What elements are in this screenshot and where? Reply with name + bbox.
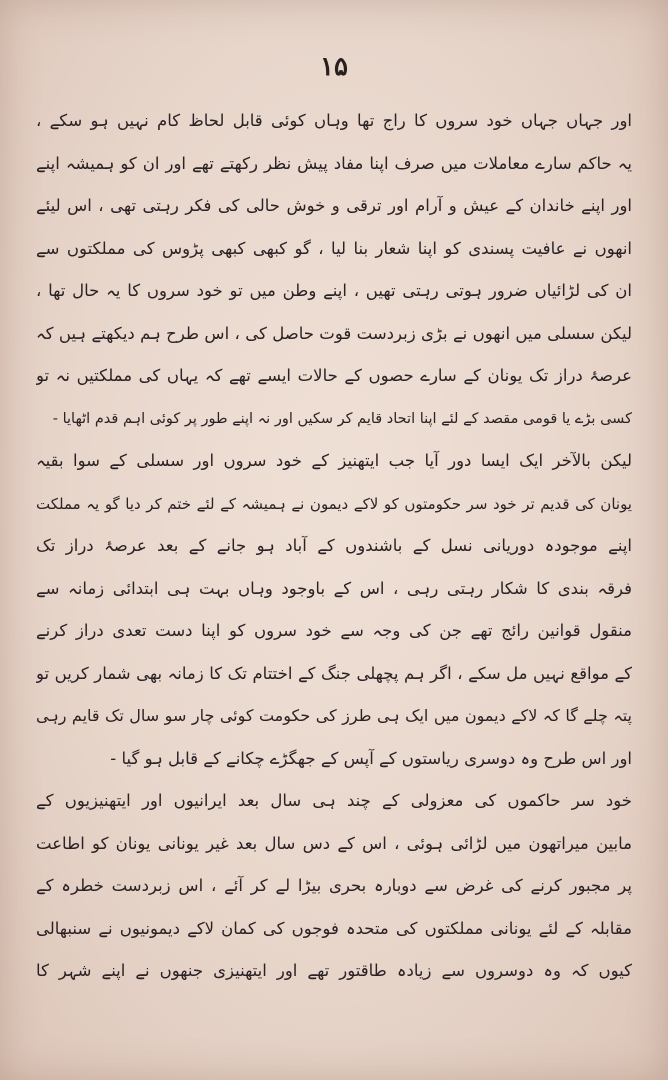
page-number: ۱۵ [320,52,348,82]
text-line: لیکن سسلی میں انھوں نے بڑی زبردست قوت حاصل کی ، اس طرح ہم دیکھتے ہیں کہ [36,323,632,343]
text-line: انھوں نے عافیت پسندی کو اپنا شعار بنا لیا ، گو کبھی کبھی پڑوس کی مملکتوں سے [36,238,632,258]
text-line: لیکن بالآخر ایک ایسا دور آیا جب ایتھنیز کے خود سروں اور سسلی کے سوا بقیہ [36,451,632,470]
text-line: یونان کی قدیم تر خود سر حکومتوں کو لاکے دیمون نے ہمیشہ کے لئے ختم کر دیا گو یہ مملکت [36,494,632,513]
text-line: کیوں کہ وہ دوسروں سے زیادہ طاقتور تھے اور ایتھنیزی جنھوں نے اپنے شہر کا [36,961,632,980]
text-line: اور اس طرح وہ دوسری ریاستوں کے آپس کے جھگڑے چکانے کے قابل ہو گیا - [110,748,632,768]
text-line: عرصۂ دراز تک یونان کے سارے حصوں کے حالات ایسے تھے کہ یہاں کی مملکتیں نہ تو [36,366,632,385]
text-line: اور جہاں جہاں خود سروں کا راج تھا وہاں کوئی قابل لحاظ کام نہیں ہو سکے ، [36,111,632,130]
text-line: مابین میراتھون میں لڑائی ہوئی ، اس کے دس سال بعد غیر یونانی یونان کو اطاعت [36,833,632,853]
text-line: اور اپنے خاندان کے عیش و آرام اور ترقی و خوش حالی کی فکر رہتی تھی ، اس لیئے [36,196,632,215]
text-line: فرقہ بندی کا شکار رہتی رہی ، اس کے باوجود وہاں بہت ہی ابتدائی زمانہ سے [36,578,632,598]
text-line: منقول قوانین رائج تھے جن کی وجہ سے خود سروں کو اپنا دست تعدی دراز کرنے [36,621,632,640]
text-line: مقابلہ کے لئے یونانی مملکتوں کی متحدہ فوجوں کی کمان لاکے دیمونیوں نے سنبھالی [36,918,632,938]
text-line: ان کی لڑائیاں ضرور ہوتی رہتی تھیں ، اپنے وطن میں تو خود سروں کا یہ حال تھا ، [36,281,632,300]
text-line: کے مواقع نہیں مل سکے ، اگر ہم پچھلی جنگ کے اختتام تک کا زمانہ بھی شمار کریں تو [36,663,632,683]
text-line: یہ حاکم سارے معاملات میں صرف اپنا مفاد پیش نظر رکھتے تھے اور ان کو ہمیشہ اپنے [36,153,632,173]
text-line: اپنے موجودہ دوریانی نسل کے باشندوں کے آباد ہو جانے کے بعد عرصۂ دراز تک [36,536,632,555]
urdu-text-body [36,100,632,993]
text-line: پر مجبور کرنے کی غرض سے دوبارہ بحری بیڑا لے کر آئے ، اس زبردست خطرہ کے [36,876,632,895]
text-line: کسی بڑے یا قومی مقصد کے لئے اپنا اتحاد قایم کر سکیں اور نہ اپنے طور پر کوئی اہم قدم اٹھایا - [52,410,632,427]
text-line: خود سر حاکموں کی معزولی کے چند ہی سال بعد ایرانیوں اور ایتھنیزیوں کے [36,791,632,810]
text-line: پتہ چلے گا کہ لاکے دیمون میں ایک ہی طرز کی حکومت کوئی چار سو سال تک قایم رہی [36,706,632,725]
